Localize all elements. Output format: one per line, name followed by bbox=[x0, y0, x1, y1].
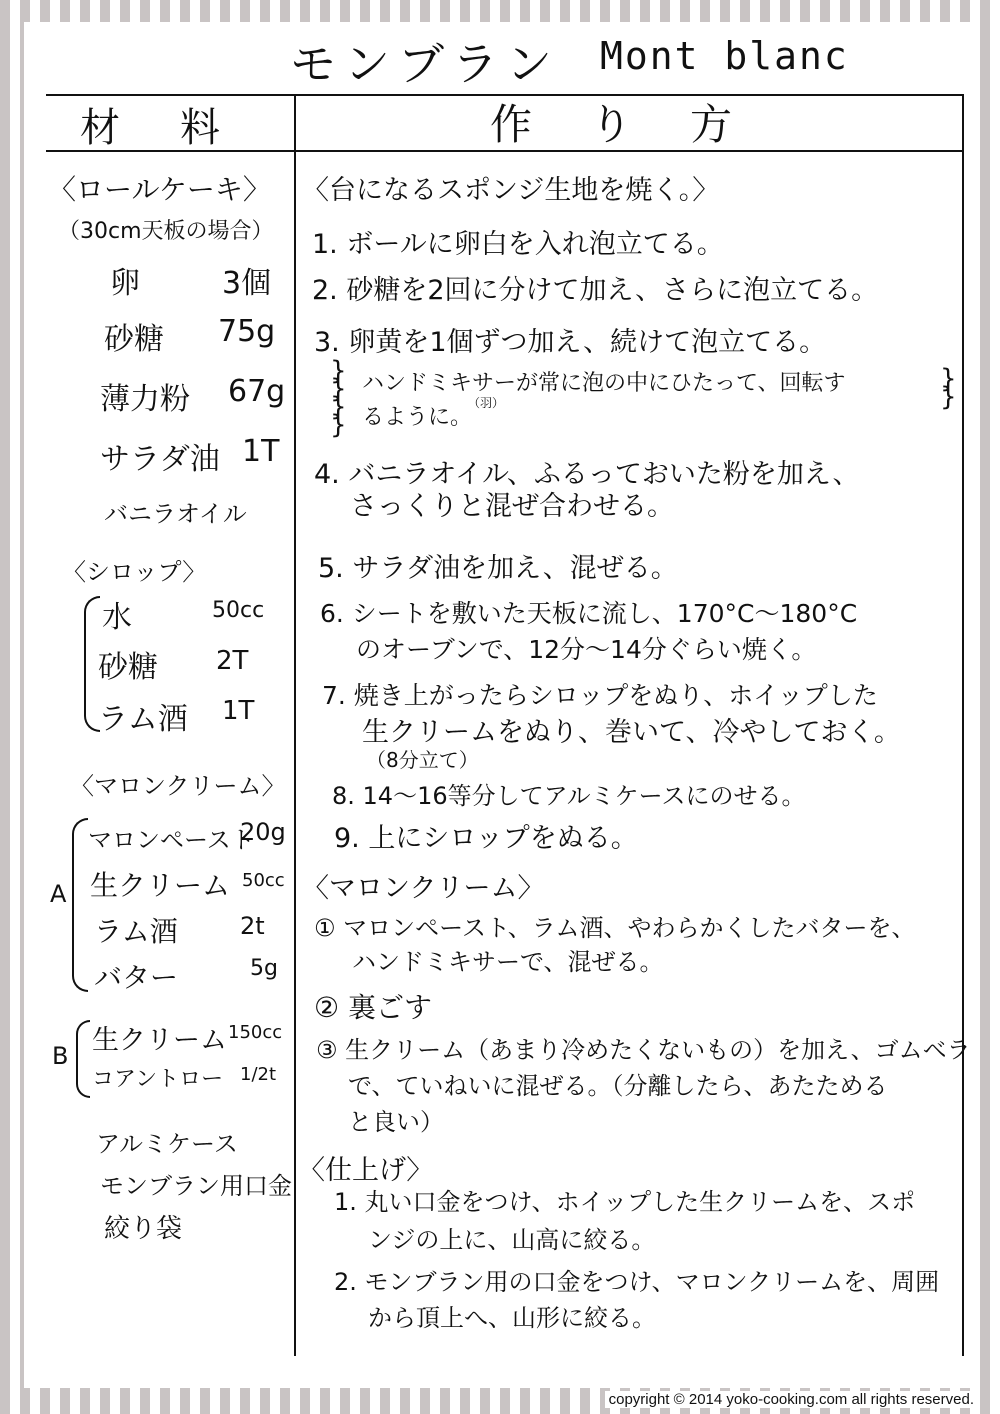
syrup-item-qty: 2T bbox=[216, 646, 249, 676]
sponge-step: 3. 卵黄を1個ずつ加え、続けて泡立てる。 bbox=[314, 327, 827, 358]
right-border bbox=[962, 96, 964, 1356]
step3-note-mark: （羽） bbox=[468, 396, 505, 410]
syrup-item-name: ラム酒 bbox=[98, 702, 188, 737]
syrup-item-name: 水 bbox=[102, 600, 132, 635]
finish-step: 2. モンブラン用の口金をつけ、マロンクリームを、周囲 bbox=[334, 1268, 940, 1296]
column-divider bbox=[294, 96, 296, 1356]
sponge-step: 7. 焼き上がったらシロップをぬり、ホイップした bbox=[322, 681, 878, 710]
group-a-item-name: マロンペースト bbox=[88, 826, 255, 854]
sponge-step: 6. シートを敷いた天板に流し、170°C～180°C bbox=[320, 599, 858, 628]
copyright-footer: copyright © 2014 yoko-cooking.com all rights reserved. bbox=[605, 1391, 978, 1408]
marron-step: ① マロンペースト、ラム酒、やわらかくしたバターを、 bbox=[314, 914, 916, 942]
marron-step: と良い） bbox=[348, 1108, 444, 1136]
step7-note: （8分立て） bbox=[366, 748, 479, 772]
group-a-label: A bbox=[50, 880, 67, 908]
group-b-brace bbox=[76, 1020, 90, 1098]
sponge-step: 1. ボールに卵白を入れ泡立てる。 bbox=[312, 229, 724, 260]
group-a-item-name: バター bbox=[94, 961, 179, 994]
sponge-step-cont: さっくりと混ぜ合わせる。 bbox=[350, 491, 674, 522]
group-a-item-qty: 20g bbox=[240, 818, 286, 846]
note-wavy-left: } } } } bbox=[330, 356, 347, 440]
roll-cake-heading: 〈ロールケーキ〉 bbox=[48, 173, 271, 206]
group-a-item-qty: 50cc bbox=[242, 870, 285, 891]
sponge-step-cont: 生クリームをぬり、巻いて、冷やしておく。 bbox=[362, 717, 901, 748]
roll-cake-note: （30cm天板の場合） bbox=[58, 219, 274, 244]
marron-step: ② 裏ごす bbox=[314, 991, 433, 1024]
marron-step: ハンドミキサーで、混ぜる。 bbox=[352, 948, 664, 976]
marron-step: ③ 生クリーム（あまり冷めたくないもの）を加え、ゴムベラ bbox=[316, 1036, 971, 1064]
step3-note-line2: るように。 bbox=[362, 405, 473, 430]
roll-cake-item-name: 卵 bbox=[110, 266, 140, 301]
finish-step: 1. 丸い口金をつけ、ホイップした生クリームを、スポ bbox=[334, 1188, 916, 1216]
syrup-item-qty: 1T bbox=[222, 696, 255, 726]
group-a-brace bbox=[72, 818, 88, 992]
group-b-item-qty: 150cc bbox=[228, 1022, 283, 1043]
roll-cake-item-name: 砂糖 bbox=[104, 322, 164, 357]
marron-method-heading: 〈マロンクリーム〉 bbox=[302, 873, 545, 904]
sponge-heading: 〈台になるスポンジ生地を焼く。〉 bbox=[302, 175, 720, 206]
group-b-label: B bbox=[52, 1042, 69, 1070]
finish-step: から頂上へ、山形に絞る。 bbox=[368, 1304, 656, 1332]
step3-note-line1: ハンドミキサーが常に泡の中にひたって、回転す bbox=[362, 371, 846, 396]
group-b-item-name: コアントロー bbox=[92, 1067, 224, 1092]
roll-cake-item-qty: 75g bbox=[218, 314, 276, 349]
group-a-item-name: ラム酒 bbox=[94, 915, 178, 948]
sponge-step-cont: のオーブンで、12分～14分ぐらい焼く。 bbox=[356, 635, 817, 664]
sponge-step: 2. 砂糖を2回に分けて加え、さらに泡立てる。 bbox=[312, 275, 879, 306]
tool-item: モンブラン用口金 bbox=[100, 1172, 292, 1200]
finish-step: ンジの上に、山高に絞る。 bbox=[368, 1226, 656, 1254]
tool-item: 絞り袋 bbox=[104, 1214, 183, 1244]
group-a-item-qty: 5g bbox=[250, 956, 278, 981]
group-a-item-name: 生クリーム bbox=[90, 869, 231, 902]
sponge-step: 5. サラダ油を加え、混ぜる。 bbox=[318, 553, 678, 584]
marron-ingredients-heading: 〈マロンクリーム〉 bbox=[70, 772, 286, 800]
roll-cake-item-qty: 3個 bbox=[222, 266, 272, 301]
group-b-item-name: 生クリーム bbox=[92, 1025, 227, 1056]
method-header: 作り方 bbox=[490, 100, 791, 149]
ingredients-header: 材料 bbox=[80, 105, 280, 151]
title-jp: モンブラン bbox=[290, 37, 560, 91]
roll-cake-item-name: サラダ油 bbox=[100, 442, 220, 477]
group-a-item-qty: 2t bbox=[240, 912, 265, 940]
finish-heading: 〈仕上げ〉 bbox=[298, 1155, 434, 1186]
sponge-step: 4. バニラオイル、ふるっておいた粉を加え、 bbox=[314, 459, 860, 490]
syrup-heading: 〈シロップ〉 bbox=[62, 558, 207, 586]
syrup-item-qty: 50cc bbox=[212, 598, 265, 623]
tool-item: アルミケース bbox=[96, 1130, 238, 1158]
group-b-item-qty: 1/2t bbox=[240, 1064, 277, 1085]
title-en: Mont blanc bbox=[600, 34, 849, 78]
roll-cake-item-qty: 67g bbox=[228, 374, 286, 409]
sponge-step: 9. 上にシロップをぬる。 bbox=[334, 823, 638, 854]
note-wavy-right: } } bbox=[940, 364, 957, 412]
marron-step: で、ていねいに混ぜる。（分離したら、あたためる bbox=[348, 1072, 888, 1100]
roll-cake-item-name: バニラオイル bbox=[104, 500, 247, 528]
roll-cake-item-qty: 1T bbox=[242, 434, 280, 469]
syrup-item-name: 砂糖 bbox=[98, 650, 158, 685]
sponge-step: 8. 14～16等分してアルミケースにのせる。 bbox=[332, 782, 806, 810]
roll-cake-item-name: 薄力粉 bbox=[100, 382, 190, 417]
